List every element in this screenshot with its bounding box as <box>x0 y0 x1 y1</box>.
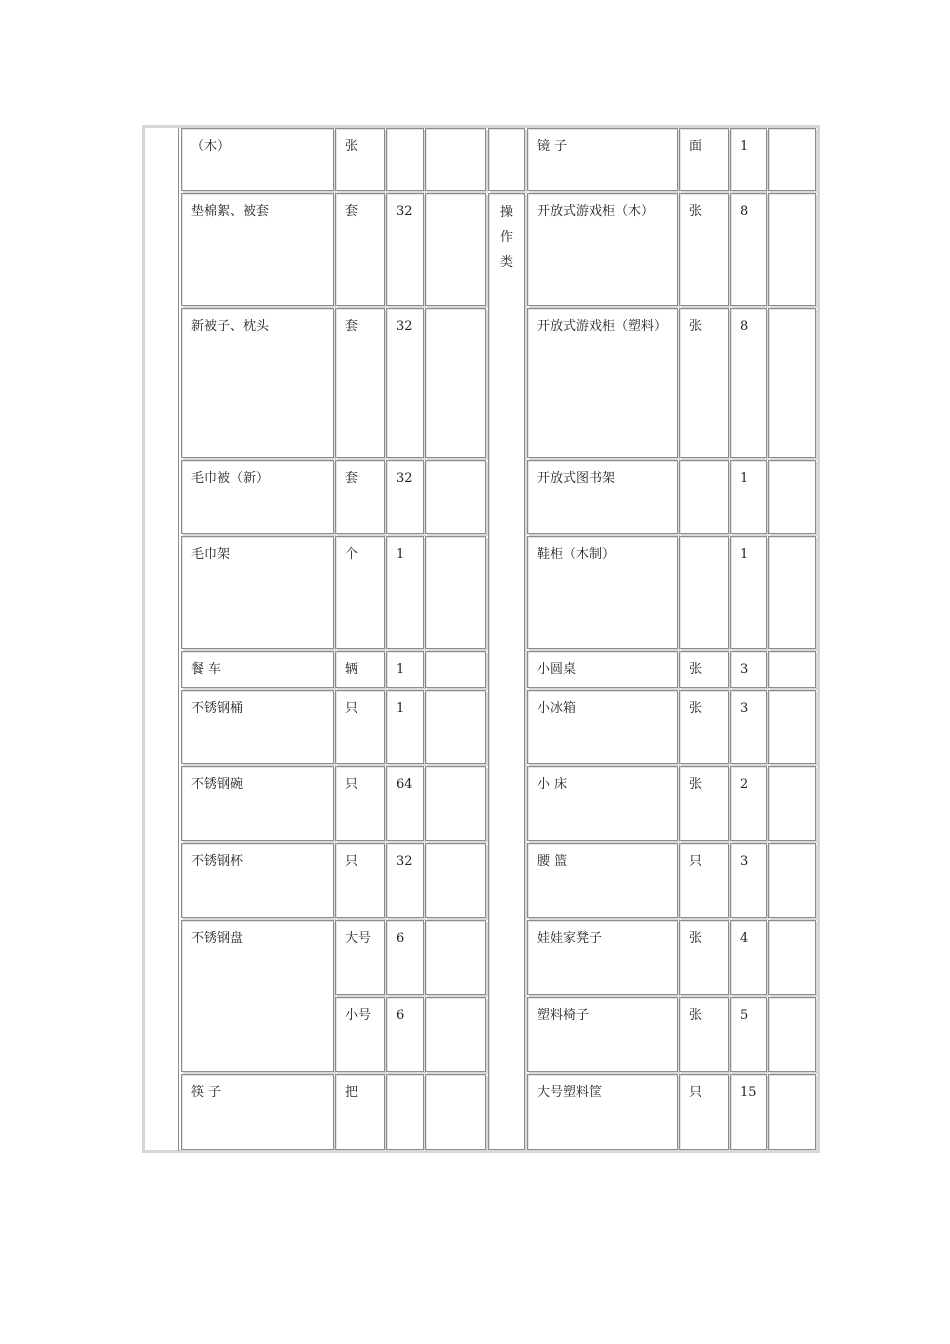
left-item-cell <box>181 651 334 688</box>
right-item-cell <box>527 460 678 534</box>
right-item-cell <box>527 308 678 458</box>
left-unit-cell <box>335 460 385 534</box>
right-qty-cell <box>730 128 767 191</box>
left-note-cell <box>425 193 486 306</box>
right-qty: 4 <box>740 931 749 946</box>
left-item: （木） <box>191 139 231 154</box>
left-item: 垫棉絮、被套 <box>191 204 270 219</box>
left-qty-cell <box>386 308 424 458</box>
left-qty-cell <box>386 193 424 306</box>
left-qty: 32 <box>396 204 413 219</box>
right-unit: 张 <box>689 701 703 716</box>
right-item: 鞋柜（木制） <box>537 547 616 562</box>
right-note-cell <box>768 308 816 458</box>
left-unit: 套 <box>345 319 359 334</box>
right-note-cell <box>768 193 816 306</box>
left-qty-cell <box>386 997 424 1072</box>
category-char: 作 <box>499 230 513 245</box>
left-unit-cell <box>335 193 385 306</box>
left-qty: 1 <box>396 662 405 677</box>
right-qty-cell <box>730 460 767 534</box>
right-item-cell <box>527 997 678 1072</box>
left-item: 毛巾架 <box>191 547 231 562</box>
left-unit-cell <box>335 766 385 841</box>
right-item: 开放式游戏柜（塑料） <box>537 319 668 334</box>
right-item: 开放式游戏柜（木） <box>537 204 655 219</box>
left-item-cell <box>181 766 334 841</box>
right-item: 塑料椅子 <box>537 1008 590 1023</box>
left-unit-cell <box>335 843 385 918</box>
left-unit: 辆 <box>345 662 359 677</box>
right-unit-cell <box>679 1074 729 1150</box>
left-unit-cell <box>335 690 385 764</box>
right-qty: 2 <box>740 777 749 792</box>
left-unit-cell <box>335 997 385 1072</box>
left-qty: 1 <box>396 547 405 562</box>
right-unit: 只 <box>689 1085 703 1100</box>
left-item: 筷 子 <box>191 1085 222 1100</box>
right-unit-cell <box>679 690 729 764</box>
left-unit: 把 <box>345 1085 359 1100</box>
right-qty-cell <box>730 193 767 306</box>
right-unit: 只 <box>689 854 703 869</box>
right-unit: 张 <box>689 319 703 334</box>
right-item: 镜 子 <box>537 139 568 154</box>
left-item: 不锈钢杯 <box>191 854 244 869</box>
right-item: 小 床 <box>537 777 568 792</box>
right-item-cell <box>527 920 678 995</box>
left-item: 不锈钢碗 <box>191 777 244 792</box>
left-item: 不锈钢盘 <box>191 931 244 946</box>
right-qty-cell <box>730 1074 767 1150</box>
left-note-cell <box>425 997 486 1072</box>
left-note-cell <box>425 128 486 191</box>
left-item-cell <box>181 460 334 534</box>
right-note-cell <box>768 1074 816 1150</box>
right-note-cell <box>768 920 816 995</box>
right-unit-cell <box>679 651 729 688</box>
left-qty-cell <box>386 690 424 764</box>
right-unit-cell <box>679 843 729 918</box>
left-note-cell <box>425 1074 486 1150</box>
left-qty-cell <box>386 1074 424 1150</box>
right-unit-cell <box>679 193 729 306</box>
right-item: 腰 篮 <box>537 854 568 869</box>
left-item: 毛巾被（新） <box>191 471 270 486</box>
left-item: 不锈钢桶 <box>191 701 244 716</box>
right-qty: 3 <box>740 701 749 716</box>
left-unit-cell <box>335 1074 385 1150</box>
left-item-cell <box>181 128 334 191</box>
right-unit: 张 <box>689 204 703 219</box>
left-note-cell <box>425 920 486 995</box>
right-note-cell <box>768 460 816 534</box>
right-unit: 面 <box>689 139 703 154</box>
right-note-cell <box>768 536 816 649</box>
left-unit: 个 <box>345 547 359 562</box>
right-qty-cell <box>730 536 767 649</box>
left-note-cell <box>425 843 486 918</box>
left-unit-cell <box>335 536 385 649</box>
right-qty: 1 <box>740 139 749 154</box>
right-item-cell <box>527 1074 678 1150</box>
right-unit-cell <box>679 536 729 649</box>
left-qty: 32 <box>396 854 413 869</box>
right-item-cell <box>527 651 678 688</box>
right-item-cell <box>527 536 678 649</box>
right-note-cell <box>768 690 816 764</box>
left-unit-cell <box>335 128 385 191</box>
left-item: 餐 车 <box>191 662 222 677</box>
right-item-cell <box>527 128 678 191</box>
left-unit: 只 <box>345 701 359 716</box>
right-qty-cell <box>730 920 767 995</box>
right-item: 大号塑料筐 <box>537 1085 603 1100</box>
left-qty: 32 <box>396 471 413 486</box>
right-qty-cell <box>730 690 767 764</box>
right-qty-cell <box>730 308 767 458</box>
right-unit: 张 <box>689 777 703 792</box>
left-unit: 套 <box>345 204 359 219</box>
left-note-cell <box>425 536 486 649</box>
right-item: 小圆桌 <box>537 662 577 677</box>
right-unit-cell <box>679 920 729 995</box>
right-item: 小冰箱 <box>537 701 577 716</box>
right-unit-cell <box>679 460 729 534</box>
right-unit-cell <box>679 308 729 458</box>
right-unit: 张 <box>689 662 703 677</box>
right-item-cell <box>527 766 678 841</box>
right-qty-cell <box>730 843 767 918</box>
right-unit-cell <box>679 128 729 191</box>
right-item-cell <box>527 843 678 918</box>
left-qty-cell <box>386 536 424 649</box>
right-qty-cell <box>730 997 767 1072</box>
right-qty: 3 <box>740 854 749 869</box>
right-unit: 张 <box>689 1008 703 1023</box>
right-note-cell <box>768 997 816 1072</box>
left-item: 新被子、枕头 <box>191 319 270 334</box>
right-item-cell <box>527 193 678 306</box>
left-unit: 大号 <box>345 931 372 946</box>
left-unit: 只 <box>345 777 359 792</box>
right-qty: 8 <box>740 204 749 219</box>
left-item-cell <box>181 536 334 649</box>
left-qty-cell <box>386 920 424 995</box>
left-qty-cell <box>386 651 424 688</box>
right-qty: 3 <box>740 662 749 677</box>
left-qty: 6 <box>396 1008 405 1023</box>
left-unit: 小号 <box>345 1008 372 1023</box>
right-note-cell <box>768 766 816 841</box>
left-qty-cell <box>386 460 424 534</box>
left-qty-cell <box>386 766 424 841</box>
left-qty-cell <box>386 128 424 191</box>
left-note-cell <box>425 690 486 764</box>
left-note-cell <box>425 308 486 458</box>
category-cell-operation <box>488 193 525 1150</box>
right-item: 开放式图书架 <box>537 471 616 486</box>
left-unit-cell <box>335 651 385 688</box>
right-unit: 张 <box>689 931 703 946</box>
right-qty: 8 <box>740 319 749 334</box>
left-note-cell <box>425 460 486 534</box>
category-cell <box>488 128 525 191</box>
right-unit-cell <box>679 766 729 841</box>
left-item-cell <box>181 193 334 306</box>
right-note-cell <box>768 843 816 918</box>
left-qty: 1 <box>396 701 405 716</box>
right-qty: 15 <box>740 1085 757 1100</box>
left-qty-cell <box>386 843 424 918</box>
left-qty: 64 <box>396 777 413 792</box>
right-item-cell <box>527 690 678 764</box>
left-item-cell <box>181 690 334 764</box>
right-note-cell <box>768 651 816 688</box>
right-qty: 5 <box>740 1008 749 1023</box>
left-item-cell <box>181 920 334 1072</box>
right-qty: 1 <box>740 471 749 486</box>
left-qty: 32 <box>396 319 413 334</box>
right-note-cell <box>768 128 816 191</box>
left-unit: 张 <box>345 139 359 154</box>
right-qty-cell <box>730 766 767 841</box>
left-item-cell <box>181 308 334 458</box>
right-qty-cell <box>730 651 767 688</box>
category-char: 类 <box>499 255 513 270</box>
left-note-cell <box>425 651 486 688</box>
right-item: 娃娃家凳子 <box>537 931 603 946</box>
left-item-cell <box>181 1074 334 1150</box>
left-unit-cell <box>335 308 385 458</box>
right-unit-cell <box>679 997 729 1072</box>
category-char: 操 <box>499 205 513 220</box>
left-item-cell <box>181 843 334 918</box>
left-unit-cell <box>335 920 385 995</box>
left-unit: 只 <box>345 854 359 869</box>
left-note-cell <box>425 766 486 841</box>
table-gutter <box>165 128 179 1151</box>
right-qty: 1 <box>740 547 749 562</box>
left-unit: 套 <box>345 471 359 486</box>
left-qty: 6 <box>396 931 405 946</box>
